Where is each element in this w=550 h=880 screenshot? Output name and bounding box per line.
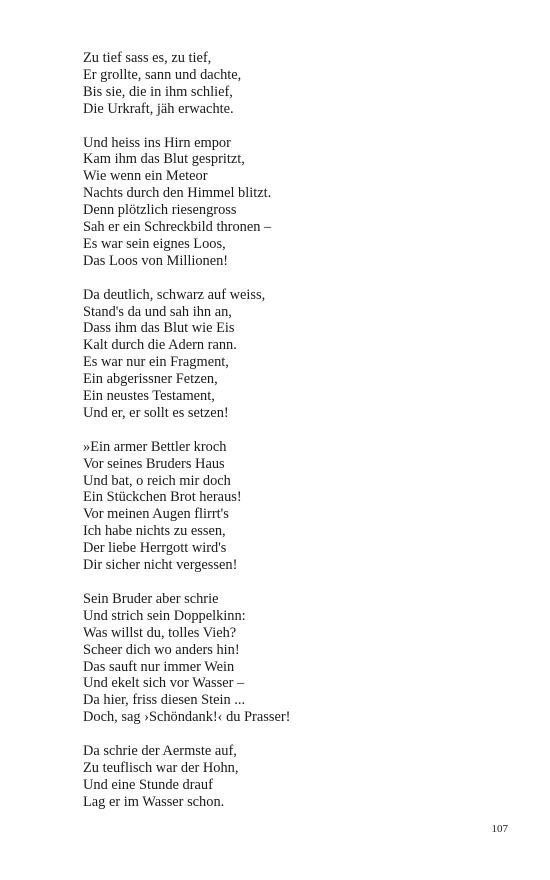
poem-line: Dir sicher nicht vergessen! — [83, 557, 238, 574]
stanza-6 — [83, 743, 503, 811]
poem-line: Das Loos von Millionen! — [83, 252, 229, 269]
poem-line: Zu tief sass es, zu tief, — [83, 50, 212, 66]
stanza-3 — [83, 287, 503, 422]
stanza-4 — [83, 439, 503, 574]
poem-line: Nachts durch den Himmel blitzt. — [83, 185, 272, 202]
poem-line: Was willst du, tolles Vieh? — [83, 624, 237, 641]
page-number: 107 — [491, 823, 508, 835]
poem-line: Kam ihm das Blut gespritzt, — [83, 151, 245, 168]
poem-line: Und strich sein Doppelkinn: — [83, 607, 246, 624]
stanza-5 — [83, 591, 503, 726]
poem-line: Ein abgerissner Fetzen, — [83, 371, 218, 388]
poem-line: Stand's da und sah ihn an, — [83, 303, 232, 320]
poem-line: Und eine Stunde drauf — [83, 776, 213, 793]
poem-line: Zu teuflisch war der Hohn, — [83, 759, 239, 776]
poem-line: Vor meinen Augen flirrt's — [83, 506, 229, 523]
poem-line: Lag er im Wasser schon. — [83, 793, 225, 810]
stanza-2 — [83, 135, 503, 270]
poem-line: Kalt durch die Adern rann. — [83, 337, 237, 354]
poem-line: Ich habe nichts zu essen, — [83, 523, 226, 540]
poem-text — [83, 50, 503, 828]
poem-line: Da deutlich, schwarz auf weiss, — [83, 286, 266, 303]
poem-line: Vor seines Bruders Haus — [83, 455, 225, 472]
poem-line: Da hier, friss diesen Stein ... — [83, 692, 246, 709]
poem-line: Und heiss ins Hirn empor — [83, 134, 231, 151]
poem-line: Dass ihm das Blut wie Eis — [83, 320, 235, 337]
poem-line: Der liebe Herrgott wird's — [83, 540, 227, 557]
poem-line: Und er, er sollt es setzen! — [83, 404, 229, 421]
poem-line: Sah er ein Schreckbild thronen – — [83, 219, 272, 236]
poem-line: Und ekelt sich vor Wasser – — [83, 675, 245, 692]
poem-line: Sein Bruder aber schrie — [83, 590, 219, 607]
poem-line: Es war nur ein Fragment, — [83, 354, 229, 371]
poem-line: Wie wenn ein Meteor — [83, 168, 208, 185]
poem-line: Er grollte, sann und dachte, — [83, 66, 242, 83]
poem-line: Bis sie, die in ihm schlief, — [83, 83, 233, 100]
poem-line: Und bat, o reich mir doch — [83, 472, 231, 489]
poem-line: Doch, sag ›Schöndank!‹ du Prasser! — [83, 709, 291, 726]
poem-line: Denn plötzlich riesengross — [83, 202, 237, 219]
poem-line: Es war sein eignes Loos, — [83, 235, 226, 252]
poem-line: Das sauft nur immer Wein — [83, 658, 235, 675]
poem-line: Da schrie der Aermste auf, — [83, 743, 237, 760]
stanza-1 — [83, 50, 503, 118]
poem-line: »Ein armer Bettler kroch — [83, 438, 227, 455]
poem-line: Scheer dich wo anders hin! — [83, 641, 240, 658]
poem-line: Die Urkraft, jäh erwachte. — [83, 100, 234, 117]
poem-line: Ein Stückchen Brot heraus! — [83, 489, 242, 506]
poem-line: Ein neustes Testament, — [83, 388, 215, 405]
